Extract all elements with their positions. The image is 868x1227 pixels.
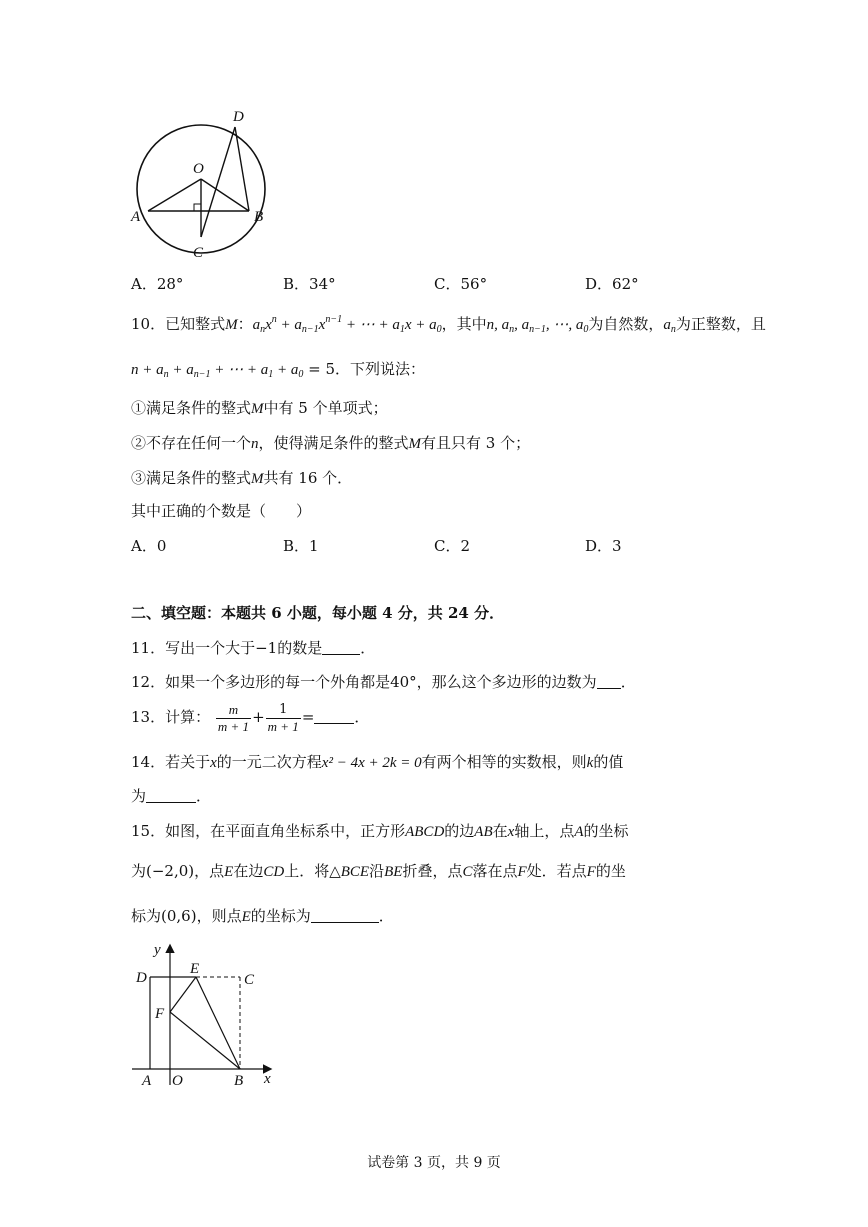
q11: 11．写出一个大于−1的数是 ． (131, 639, 376, 657)
right-angle-mark (194, 204, 201, 211)
q13: 13．计算： $\frac{m}{m + 1}$ + $\frac{1}{m + 1}$ = ． (131, 701, 370, 734)
label-b: B (234, 1073, 244, 1089)
q10-option-c: C．2 (434, 537, 471, 555)
label-o: O (172, 1073, 183, 1089)
q14-line1: 14．若关于x的一元二次方程x² − 4x + 2k = 0有两个相等的实数根，则k的值 (131, 753, 624, 771)
q10-option-a: A．0 (131, 537, 167, 555)
q15-line2: 为(−2,0)，点E在边CD上．将△BCE沿BE折叠，点C落在点F处．若点F的坐 (131, 862, 626, 880)
segment-fb (170, 1012, 240, 1069)
segment-ef (170, 977, 196, 1012)
q10-option-b: B．1 (283, 537, 319, 555)
q14-answer-blank[interactable] (146, 788, 196, 803)
circle-geometry-figure (125, 100, 285, 265)
label-d: D (136, 970, 147, 986)
q10-line2: $n + a_n + a_{n-1}$ + ⋯ + $a_1 + a_0 = 5$．下列说法： (131, 360, 426, 380)
q9-option-c: C．56° (434, 275, 488, 293)
q15-line1: 15．如图，在平面直角坐标系中，正方形ABCD的边AB在x轴上，点A的坐标 (131, 822, 629, 840)
label-x: x (264, 1071, 271, 1087)
segment-eb (196, 977, 240, 1069)
label-o: O (193, 161, 204, 177)
label-b: B (254, 209, 264, 225)
label-e: E (190, 961, 200, 977)
q9-option-b: B．34° (283, 275, 336, 293)
q12: 12．如果一个多边形的每一个外角都是40°，那么这个多边形的边数为 ． (131, 673, 636, 691)
polynomial-expression: $a_nx^n + a_{n-1}x^{n-1}$ + ⋯ + $a_1x + a_0$ (252, 314, 442, 335)
label-a: A (142, 1073, 152, 1089)
label-a: A (131, 209, 141, 225)
q15-answer-blank[interactable] (311, 908, 379, 923)
fraction-2: $\frac{1}{m + 1}$ (267, 701, 299, 734)
q10-line1: 10．已知整式M：$a_nx^n + a_{n-1}x^{n-1}$ + ⋯ + $a_1x + a_0$，其中n, $a_n$, $a_{n-1}$, ⋯, $a_0$为自然数，$a_n$为正整数，且 (131, 314, 766, 335)
q10-option-d: D．3 (585, 537, 622, 555)
q13-answer-blank[interactable] (314, 709, 354, 724)
label-y: y (154, 942, 161, 958)
q10-ask: 其中正确的个数是（ ） (131, 502, 312, 520)
page-footer: 试卷第 3 页，共 9 页 (367, 1155, 501, 1171)
q14-line2: 为 ． (131, 787, 212, 805)
q15-line3: 标为(0,6)，则点E的坐标为 ． (131, 907, 394, 925)
label-c: C (193, 245, 204, 261)
fraction-1: $\frac{m}{m + 1}$ (217, 701, 250, 734)
segment-ob (201, 179, 249, 211)
label-f: F (155, 1006, 165, 1022)
coordinate-square-figure (128, 940, 288, 1090)
q10-statement-3: ③满足条件的整式M共有 16 个． (131, 469, 353, 487)
q10-statement-1: ①满足条件的整式M中有 5 个单项式； (131, 399, 388, 417)
segment-oa (148, 179, 201, 211)
q10-statement-2: ②不存在任何一个n，使得满足条件的整式M有且只有 3 个； (131, 434, 531, 452)
q12-answer-blank[interactable] (597, 674, 621, 689)
q9-option-d: D．62° (585, 275, 639, 293)
coefficient-sum-equation: $n + a_n + a_{n-1}$ + ⋯ + $a_1 + a_0$ (131, 362, 304, 380)
q11-answer-blank[interactable] (322, 640, 360, 655)
label-c: C (244, 972, 255, 988)
q9-option-a: A．28° (131, 275, 184, 293)
section-heading: 二、填空题：本题共 6 小题，每小题 4 分，共 24 分． (131, 604, 505, 622)
label-d: D (233, 109, 244, 125)
